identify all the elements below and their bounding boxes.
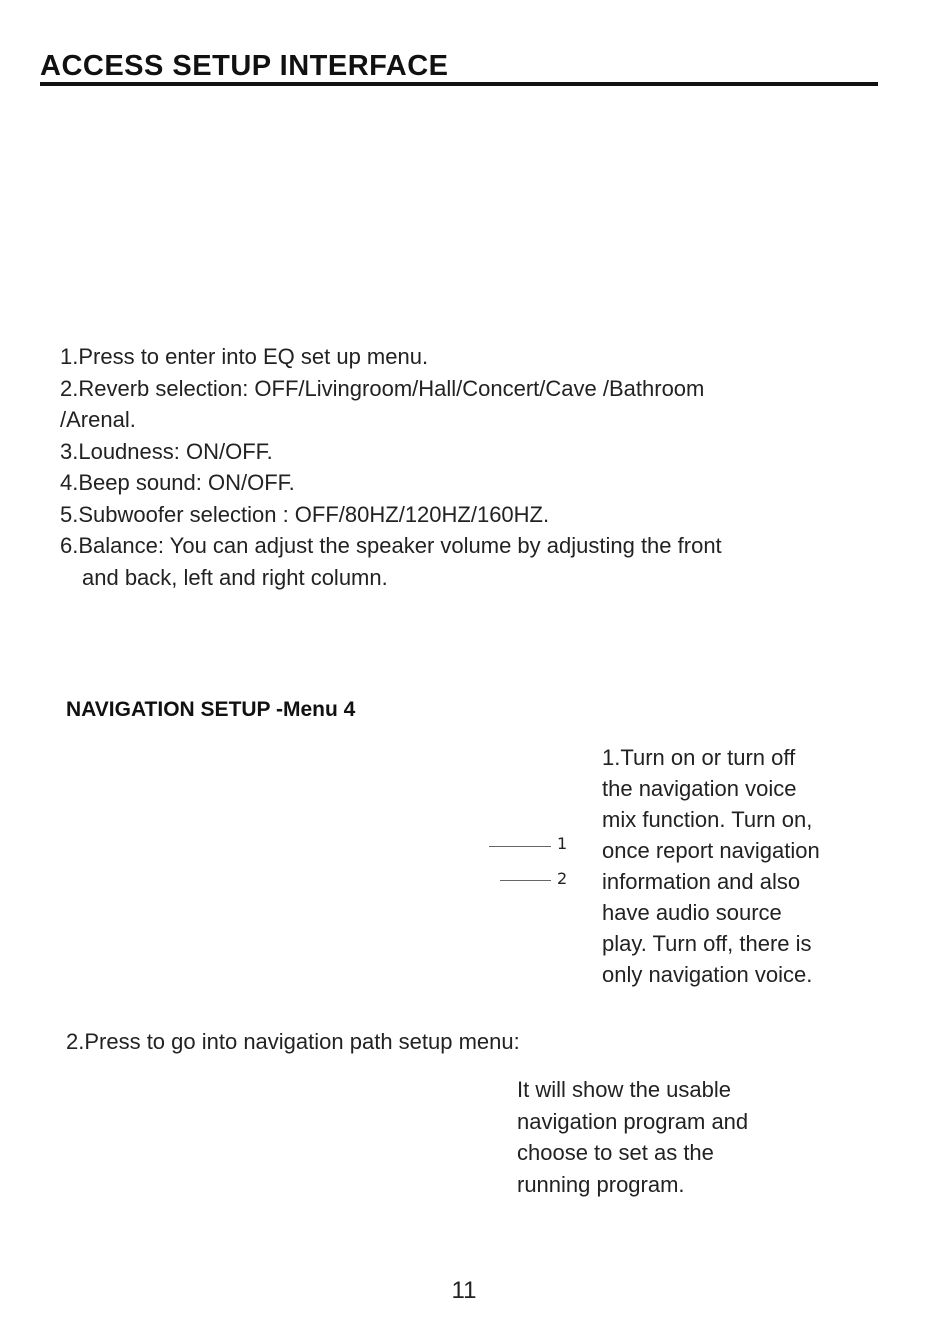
eq-item-6-continued: and back, left and right column. [82, 564, 388, 590]
nav-desc-line: information and also [602, 869, 801, 894]
eq-item-2: 2.Reverb selection: OFF/Livingroom/Hall/Concert/Cave /Bathroom [60, 375, 705, 401]
nav-desc-line: 1.Turn on or turn off [602, 745, 796, 770]
path-desc-line: It will show the usable [517, 1077, 731, 1102]
nav-desc-line: mix function. Turn on, [602, 807, 813, 832]
eq-item-4: 4.Beep sound: ON/OFF. [60, 470, 295, 495]
title-underline [40, 82, 878, 86]
eq-item-1: 1.Press to enter into EQ set up menu. [60, 344, 429, 369]
navigation-setup-heading: NAVIGATION SETUP -Menu 4 [66, 698, 356, 721]
callout-line-1 [489, 846, 551, 847]
nav-desc-line: the navigation voice [602, 776, 797, 801]
path-desc-line: choose to set as the [517, 1140, 714, 1165]
eq-item-6: 6.Balance: You can adjust the speaker volume by adjusting the front [60, 533, 722, 558]
path-desc-line: running program. [517, 1171, 685, 1197]
callout-label-1: 1 [557, 834, 568, 853]
navigation-voice-description [602, 742, 872, 990]
page-title: ACCESS SETUP INTERFACE [40, 50, 449, 82]
eq-setup-list [60, 341, 860, 593]
nav-desc-line: once report navigation [602, 838, 820, 863]
page-number: 11 [451, 1277, 477, 1304]
eq-item-3: 3.Loudness: ON/OFF. [60, 438, 273, 464]
callout-line-2 [500, 880, 551, 881]
path-desc-line: navigation program and [517, 1108, 749, 1134]
nav-desc-line: play. Turn off, there is [602, 931, 812, 956]
eq-item-5: 5.Subwoofer selection : OFF/80HZ/120HZ/160HZ. [60, 501, 550, 527]
callout-label-2: 2 [557, 869, 568, 888]
nav-desc-line: have audio source [602, 900, 782, 925]
eq-item-2-continued: /Arenal. [60, 407, 136, 432]
navigation-path-step: 2.Press to go into navigation path setup menu: [66, 1029, 520, 1054]
nav-desc-line: only navigation voice. [602, 962, 813, 987]
navigation-path-description [517, 1074, 857, 1200]
